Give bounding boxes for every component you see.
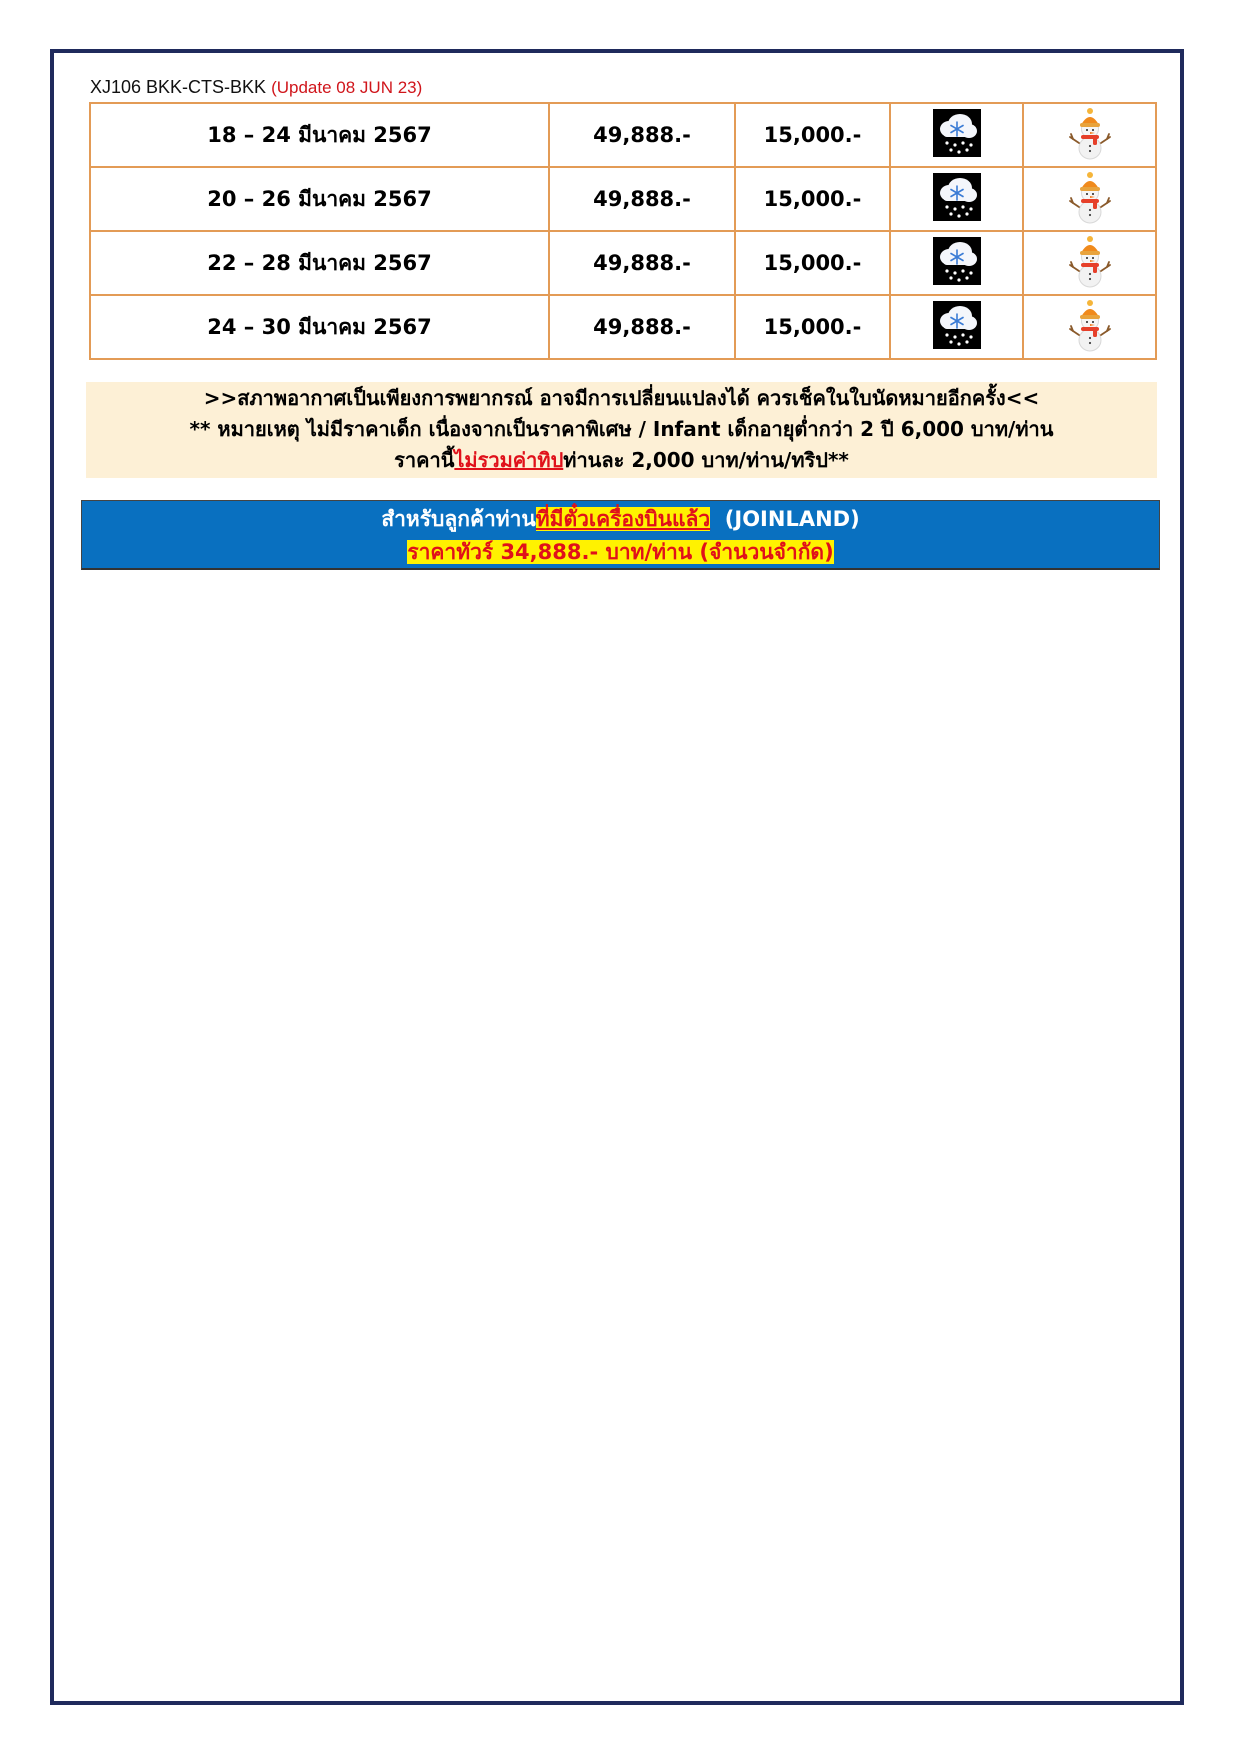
joinland-label: (JOINLAND) xyxy=(710,507,860,531)
table-row xyxy=(90,103,1156,167)
tour-price: 49,888.- xyxy=(549,231,735,295)
joinland-customer: สำหรับลูกค้าท่าน xyxy=(381,507,536,531)
snow-cloud-icon xyxy=(933,237,981,290)
tour-price: 49,888.- xyxy=(549,103,735,167)
snow-cloud-icon xyxy=(933,173,981,226)
snowman-cell xyxy=(1023,231,1156,295)
joinland-price: ราคาทัวร์ 34,888.- บาท/ท่าน (จำนวนจำกัด) xyxy=(407,540,834,564)
joinland-line2 xyxy=(82,536,1159,569)
snowman-cell xyxy=(1023,103,1156,167)
table-row xyxy=(90,295,1156,359)
departure-date: 24 – 30 มีนาคม 2567 xyxy=(90,295,549,359)
departure-date: 22 – 28 มีนาคม 2567 xyxy=(90,231,549,295)
single-supplement: 15,000.- xyxy=(735,103,890,167)
snowman-cell xyxy=(1023,167,1156,231)
snowman-icon xyxy=(1067,297,1113,358)
weather-cell xyxy=(890,167,1023,231)
joinland-ticket-highlight: ที่มีตั๋วเครื่องบินแล้ว xyxy=(535,507,711,531)
tip-not-included: ไม่รวมค่าทิป xyxy=(454,448,564,472)
weather-cell xyxy=(890,295,1023,359)
single-supplement: 15,000.- xyxy=(735,231,890,295)
snowman-icon xyxy=(1067,105,1113,166)
table-row xyxy=(90,231,1156,295)
snow-cloud-icon xyxy=(933,109,981,162)
child-price-note: ** หมายเหตุ ไม่มีราคาเด็ก เนื่องจากเป็นราคาพิเศษ / Infant เด็กอายุต่ำกว่า 2 ปี 6,000 บาท/ท่าน xyxy=(189,417,1054,441)
tip-note-suffix: ท่านละ 2,000 บาท/ท่าน/ทริป** xyxy=(563,448,849,472)
weather-cell xyxy=(890,103,1023,167)
notes-box xyxy=(86,382,1157,478)
single-supplement: 15,000.- xyxy=(735,295,890,359)
joinland-banner xyxy=(81,500,1160,570)
flight-header xyxy=(90,77,422,98)
update-date: (Update 08 JUN 23) xyxy=(271,78,423,97)
table-row xyxy=(90,167,1156,231)
tip-note xyxy=(86,445,1157,476)
single-supplement: 15,000.- xyxy=(735,167,890,231)
snowman-icon xyxy=(1067,169,1113,230)
departure-table xyxy=(89,102,1157,360)
departure-date: 20 – 26 มีนาคม 2567 xyxy=(90,167,549,231)
weather-cell xyxy=(890,231,1023,295)
snowman-cell xyxy=(1023,295,1156,359)
flight-code: XJ106 BKK-CTS-BKK xyxy=(90,77,267,97)
departure-date: 18 – 24 มีนาคม 2567 xyxy=(90,103,549,167)
tour-price: 49,888.- xyxy=(549,167,735,231)
tip-note-prefix: ราคานี้ xyxy=(394,448,455,472)
snow-cloud-icon xyxy=(933,301,981,354)
tour-price: 49,888.- xyxy=(549,295,735,359)
weather-note: >>สภาพอากาศเป็นเพียงการพยากรณ์ อาจมีการเปลี่ยนแปลงได้ ควรเช็คในใบนัดหมายอีกครั้ง<< xyxy=(203,386,1040,410)
snowman-icon xyxy=(1067,233,1113,294)
joinland-line1 xyxy=(82,503,1159,536)
